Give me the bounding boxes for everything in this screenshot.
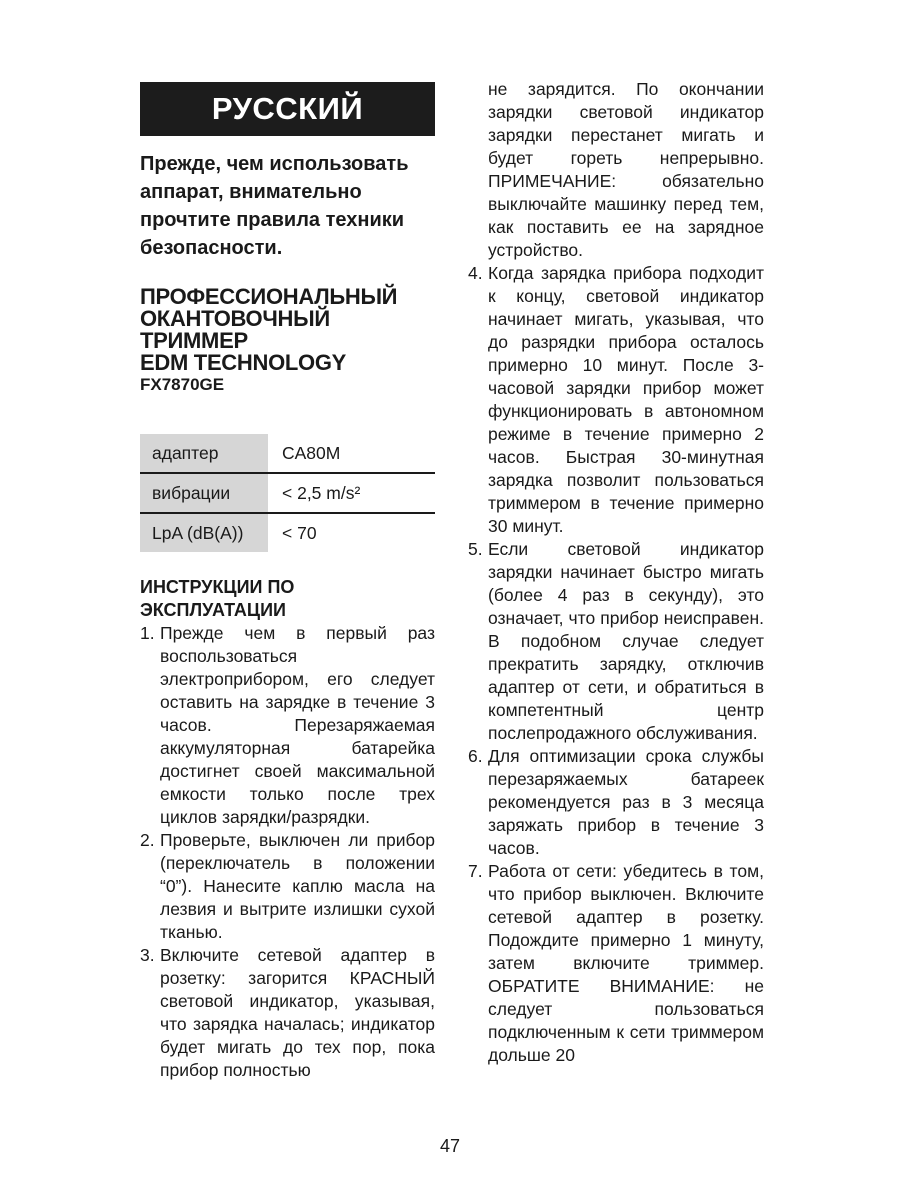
item-text: Прежде чем в первый раз воспользоваться электроприбором, его следует оставить на зарядке в течение 3 часов. Перезаряжаемая аккумуляторная батарейка достигнет своей максимальной емкости только после трех циклов зарядки/разрядки.: [160, 623, 435, 827]
list-item: [468, 262, 764, 538]
list-item: [140, 944, 435, 1082]
item-number: 7.: [468, 861, 483, 881]
spec-table: [140, 434, 435, 552]
spec-row: [140, 513, 435, 552]
item-number: 4.: [468, 263, 483, 283]
instructions-list-continued: [468, 262, 764, 1067]
product-title: [140, 286, 435, 374]
item-text: Работа от сети: убедитесь в том, что прибор выключен. Включите сетевой адаптер в розетку. Подождите примерно 1 минуту, затем включите триммер. ОБРАТИТЕ ВНИМАНИЕ: не следует пользоваться подключенным к сети триммером дольше 20: [488, 861, 764, 1065]
item-text: Если световой индикатор зарядки начинает быстро мигать (более 4 раз в секунду), это означает, что прибор неисправен. В подобном случае следует прекратить зарядку, отключив адаптер от сети, и обратиться в компетентный центр послепродажного обслуживания.: [488, 539, 764, 743]
page-number: 47: [439, 1136, 461, 1156]
item-number: 1.: [140, 623, 155, 643]
list-item: [140, 622, 435, 829]
item-text: Когда зарядка прибора подходит к концу, световой индикатор начинает мигать, указывая, что до разрядки прибора осталось примерно 10 минут. После 3-часовой зарядки прибор может функционировать в автономном режиме в течение примерно 2 часов. Быстрая 30-минутная зарядка позволит пользоваться триммером в течение примерно 30 минут.: [488, 263, 764, 536]
item-text: Проверьте, выключен ли прибор (переключатель в положении “0”). Нанесите каплю масла на лезвия и вытрите излишки сухой тканью.: [160, 830, 435, 942]
spec-label: вибрации: [140, 473, 268, 513]
spec-value: CA80M: [268, 434, 435, 473]
right-column: [468, 78, 764, 1067]
spec-row: [140, 434, 435, 473]
language-banner: РУССКИЙ: [140, 82, 435, 136]
product-model: FX7870GE: [140, 375, 225, 394]
left-column: [140, 82, 435, 1082]
list-item: [468, 745, 764, 860]
instructions-heading: ИНСТРУКЦИИ ПО ЭКСПЛУАТАЦИИ: [140, 577, 295, 620]
spec-label: адаптер: [140, 434, 268, 473]
spec-label: LpA (dB(A)): [140, 513, 268, 552]
item-text: Включите сетевой адаптер в розетку: загорится КРАСНЫЙ световой индикатор, указывая, что зарядка началась; индикатор будет мигать до тех пор, пока прибор полностью: [160, 945, 435, 1080]
list-item: [468, 860, 764, 1067]
product-title-line: ОКАНТОВОЧНЫЙ: [140, 306, 330, 331]
list-item: [468, 538, 764, 745]
spec-value: < 2,5 m/s²: [268, 473, 435, 513]
continuation-text: не зарядится. По окончании зарядки световой индикатор зарядки перестанет мигать и будет гореть непрерывно. ПРИМЕЧАНИЕ: обязательно выключайте машинку перед тем, как поставить ее на зарядное устройство.: [488, 79, 764, 260]
item-number: 2.: [140, 830, 155, 850]
safety-warning: Прежде, чем использовать аппарат, внимательно прочтите правила техники безопасности.: [140, 153, 409, 259]
item-text: Для оптимизации срока службы перезаряжаемых батареек рекомендуется раз в 3 месяца заряжать прибор в течение 3 часов.: [488, 746, 764, 858]
spec-value: < 70: [282, 522, 317, 543]
product-title-line: ТРИММЕР: [140, 328, 248, 353]
list-item: [140, 829, 435, 944]
spec-row: [140, 473, 435, 513]
item-number: 3.: [140, 945, 155, 965]
instructions-list: [140, 622, 435, 1082]
item-number: 6.: [468, 746, 483, 766]
product-title-line: ПРОФЕССИОНАЛЬНЫЙ: [140, 284, 398, 309]
product-title-line: EDM TECHNOLOGY: [140, 350, 347, 375]
item-number: 5.: [468, 539, 483, 559]
